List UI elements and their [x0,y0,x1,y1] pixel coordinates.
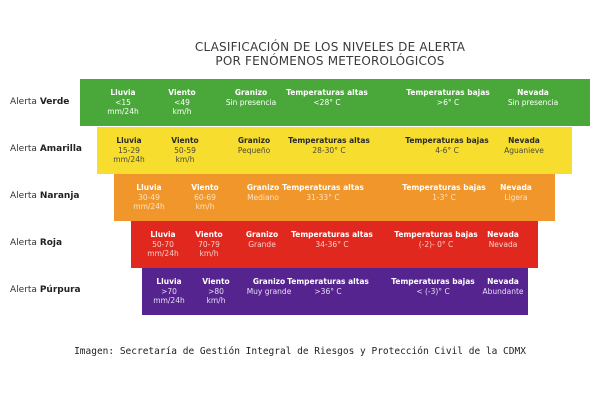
title-line-1: CLASIFICACIÓN DE LOS NIVELES DE ALERTA [194,40,466,54]
cell-value: 31-33° C [306,192,340,202]
cell-header: Lluvia [156,277,182,286]
cell-value: 50-70 [152,239,174,249]
cell-value: mm/24h [113,155,145,164]
cell-header: Granizo [252,277,286,286]
cell-value: km/h [172,107,192,116]
cell-header: Temperaturas bajas [394,230,478,239]
cell-header: Granizo [245,230,279,239]
cell-header: Nevada [500,183,532,192]
cell-header: Granizo [234,88,268,97]
cell-value: Abundante [482,286,524,296]
alert-band [80,79,590,126]
cell-value: km/h [175,155,195,164]
alert-band [114,174,555,221]
alert-label-0 [10,97,69,107]
alert-label-1 [10,144,82,154]
cell-value: Muy grande [246,286,292,296]
cell-value: 30-49 [138,192,160,202]
cell-nevada [466,183,566,202]
cell-header: Granizo [246,183,280,192]
cell-value: 50-59 [174,145,196,155]
cell-header: Temperaturas altas [291,230,373,239]
cell-temp-altas [277,88,377,107]
cell-value: mm/24h [133,202,165,211]
cell-temp-altas [273,183,373,202]
cell-value: 60-69 [194,192,216,202]
cell-value: Mediano [247,192,279,202]
alert-name: Verde [39,97,70,107]
cell-header: Temperaturas altas [287,277,369,286]
cell-header: Temperaturas bajas [402,183,486,192]
cell-header: Viento [191,183,219,192]
cell-value: km/h [206,296,226,305]
cell-value: 4-6° C [435,145,459,155]
cell-value: 15-29 [118,145,140,155]
cell-value: (-2)- 0° C [418,239,454,249]
cell-header: Temperaturas altas [288,136,370,145]
cell-value: 28-30° C [312,145,346,155]
alert-label-4 [10,285,81,295]
alert-prefix: Alerta [10,238,40,248]
cell-value: mm/24h [107,107,139,116]
cell-header: Viento [171,136,199,145]
cell-value: >6° C [436,97,460,107]
alert-prefix: Alerta [10,285,40,295]
alert-prefix: Alerta [10,97,40,107]
cell-value: Nevada [488,239,518,249]
cell-value: 34-36° C [315,239,349,249]
alert-band [142,268,528,315]
cell-value: Sin presencia [507,97,559,107]
cell-header: Temperaturas bajas [406,88,490,97]
cell-header: Nevada [517,88,549,97]
cell-value: Grande [248,239,276,249]
cell-value: Sin presencia [225,97,277,107]
cell-value: Pequeño [237,145,271,155]
cell-value: Ligera [504,192,528,202]
cell-nevada [474,136,574,155]
title-line-2: POR FENÓMENOS METEOROLÓGICOS [215,54,445,68]
cell-value: 70-79 [198,239,220,249]
cell-header: Lluvia [150,230,176,239]
cell-nevada [483,88,583,107]
alert-band [131,221,538,268]
cell-value: mm/24h [153,296,185,305]
image-caption: Imagen: Secretaría de Gestión Integral de Riesgos y Protección Civil de la CDMX [74,346,526,357]
cell-header: Nevada [487,277,519,286]
cell-header: Lluvia [136,183,162,192]
cell-temp-altas [282,230,382,249]
cell-header: Viento [202,277,230,286]
page-title [150,40,510,68]
alert-name: Roja [39,238,63,248]
cell-value: km/h [195,202,215,211]
cell-temp-altas [279,136,379,155]
cell-header: Nevada [508,136,540,145]
alert-label-2 [10,191,80,201]
cell-value: >70 [161,286,177,296]
cell-value: km/h [199,249,219,258]
cell-value: 1-3° C [432,192,456,202]
cell-value: Aguanieve [504,145,544,155]
cell-header: Viento [195,230,223,239]
cell-value: <49 [174,97,190,107]
alert-prefix: Alerta [10,191,40,201]
cell-value: <15 [115,97,131,107]
cell-header: Temperaturas bajas [391,277,475,286]
cell-value: < (-3)° C [416,286,450,296]
cell-value: >36° C [314,286,342,296]
cell-value: >80 [208,286,224,296]
cell-nevada [453,230,553,249]
cell-header: Lluvia [110,88,136,97]
cell-nevada [453,277,553,296]
cell-temp-altas [278,277,378,296]
cell-header: Temperaturas bajas [405,136,489,145]
cell-header: Viento [168,88,196,97]
alert-name: Amarilla [39,144,82,154]
alert-name: Naranja [39,191,80,201]
alert-band [97,127,572,174]
cell-value: <28° C [313,97,341,107]
alert-name: Púrpura [39,285,81,295]
cell-header: Temperaturas altas [286,88,368,97]
alert-prefix: Alerta [10,144,40,154]
alert-label-3 [10,238,62,248]
cell-header: Temperaturas altas [282,183,364,192]
cell-header: Nevada [487,230,519,239]
cell-header: Lluvia [116,136,142,145]
cell-value: mm/24h [147,249,179,258]
cell-header: Granizo [237,136,271,145]
